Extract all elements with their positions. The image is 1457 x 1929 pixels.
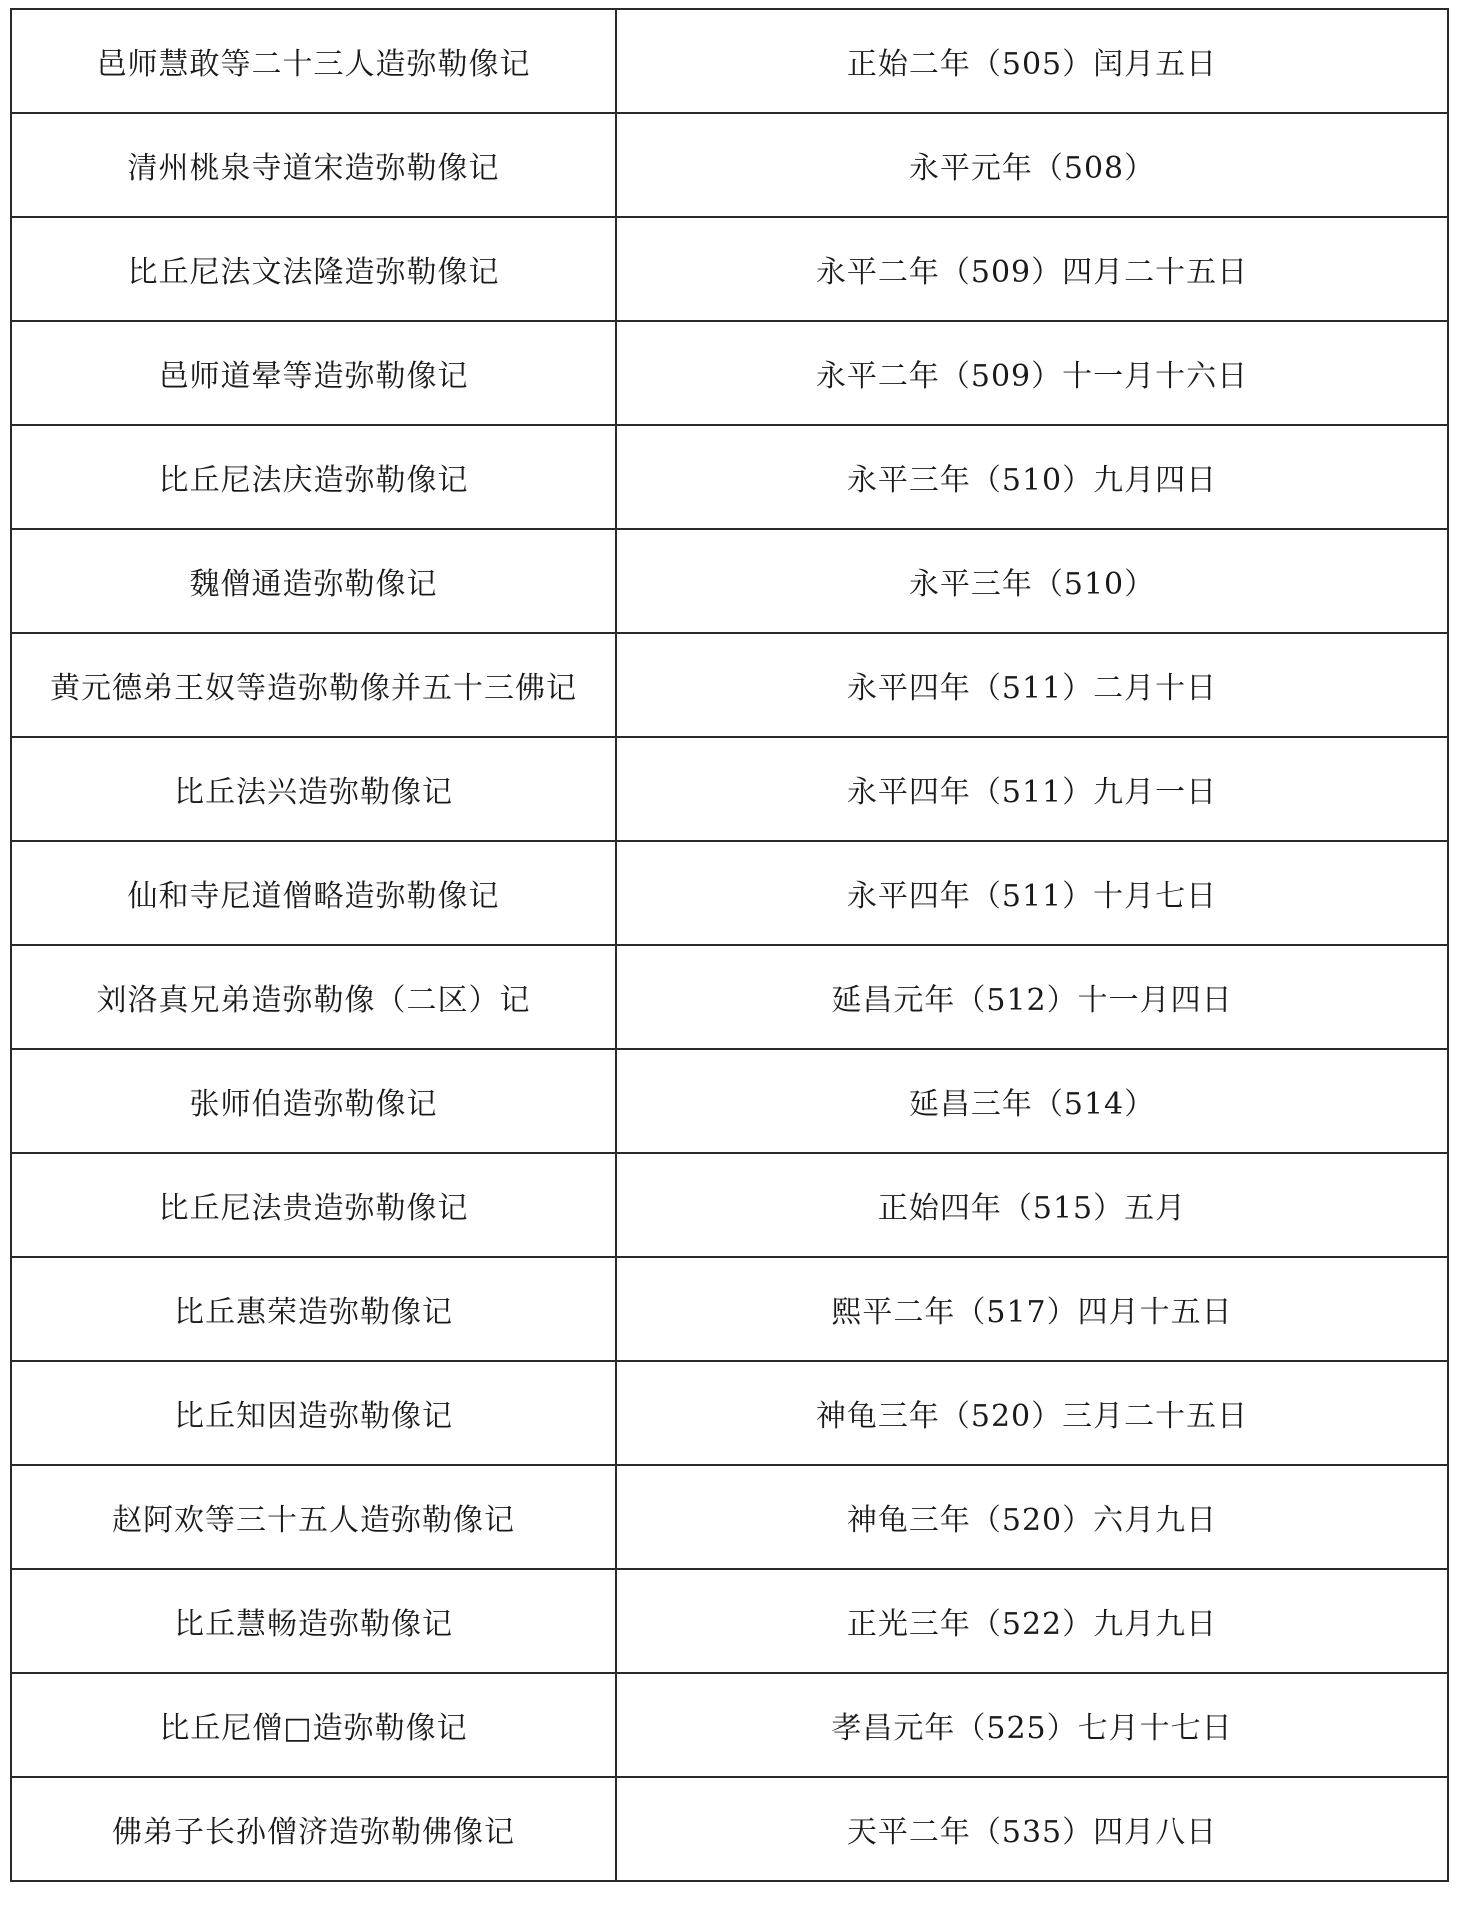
inscription-date-cell: 神龟三年（520）六月九日 bbox=[616, 1465, 1448, 1569]
inscription-date-cell: 熙平二年（517）四月十五日 bbox=[616, 1257, 1448, 1361]
inscription-date-cell: 延昌三年（514） bbox=[616, 1049, 1448, 1153]
inscription-title-cell: 黄元德弟王奴等造弥勒像并五十三佛记 bbox=[11, 633, 616, 737]
inscription-date-cell: 永平四年（511）九月一日 bbox=[616, 737, 1448, 841]
table-row bbox=[11, 633, 1448, 737]
inscription-title-cell: 魏僧通造弥勒像记 bbox=[11, 529, 616, 633]
table-row bbox=[11, 1777, 1448, 1881]
table-row bbox=[11, 841, 1448, 945]
table-row bbox=[11, 1257, 1448, 1361]
inscription-title-cell: 比丘法兴造弥勒像记 bbox=[11, 737, 616, 841]
inscription-date-cell: 天平二年（535）四月八日 bbox=[616, 1777, 1448, 1881]
inscription-title-cell: 赵阿欢等三十五人造弥勒像记 bbox=[11, 1465, 616, 1569]
inscription-date-cell: 永平元年（508） bbox=[616, 113, 1448, 217]
inscription-date-cell: 永平四年（511）二月十日 bbox=[616, 633, 1448, 737]
inscription-title-cell: 邑师慧敢等二十三人造弥勒像记 bbox=[11, 9, 616, 113]
table-row bbox=[11, 1673, 1448, 1777]
inscription-date-cell: 延昌元年（512）十一月四日 bbox=[616, 945, 1448, 1049]
table-row bbox=[11, 1049, 1448, 1153]
inscription-title-cell: 比丘慧畅造弥勒像记 bbox=[11, 1569, 616, 1673]
inscription-table-container bbox=[10, 8, 1447, 1882]
table-body bbox=[11, 9, 1448, 1881]
table-row bbox=[11, 425, 1448, 529]
inscription-date-cell: 永平二年（509）十一月十六日 bbox=[616, 321, 1448, 425]
inscription-title-cell: 刘洛真兄弟造弥勒像（二区）记 bbox=[11, 945, 616, 1049]
inscription-title-cell: 佛弟子长孙僧济造弥勒佛像记 bbox=[11, 1777, 616, 1881]
inscription-title-cell: 邑师道晕等造弥勒像记 bbox=[11, 321, 616, 425]
table-row bbox=[11, 9, 1448, 113]
inscription-title-cell: 清州桃泉寺道宋造弥勒像记 bbox=[11, 113, 616, 217]
inscription-date-cell: 永平三年（510）九月四日 bbox=[616, 425, 1448, 529]
table-row bbox=[11, 1569, 1448, 1673]
table-row bbox=[11, 217, 1448, 321]
inscription-title-cell: 比丘知因造弥勒像记 bbox=[11, 1361, 616, 1465]
inscription-title-cell: 比丘尼法庆造弥勒像记 bbox=[11, 425, 616, 529]
inscription-date-cell: 正始四年（515）五月 bbox=[616, 1153, 1448, 1257]
inscription-date-cell: 正光三年（522）九月九日 bbox=[616, 1569, 1448, 1673]
inscription-title-cell: 仙和寺尼道僧略造弥勒像记 bbox=[11, 841, 616, 945]
table-row bbox=[11, 1361, 1448, 1465]
inscription-date-cell: 孝昌元年（525）七月十七日 bbox=[616, 1673, 1448, 1777]
table-row bbox=[11, 737, 1448, 841]
inscription-title-cell: 比丘尼僧□造弥勒像记 bbox=[11, 1673, 616, 1777]
inscription-date-cell: 神龟三年（520）三月二十五日 bbox=[616, 1361, 1448, 1465]
table-row bbox=[11, 529, 1448, 633]
inscription-date-cell: 永平二年（509）四月二十五日 bbox=[616, 217, 1448, 321]
inscription-date-cell: 永平三年（510） bbox=[616, 529, 1448, 633]
inscription-title-cell: 比丘尼法文法隆造弥勒像记 bbox=[11, 217, 616, 321]
inscription-date-cell: 永平四年（511）十月七日 bbox=[616, 841, 1448, 945]
table-row bbox=[11, 1153, 1448, 1257]
table-row bbox=[11, 945, 1448, 1049]
table-row bbox=[11, 321, 1448, 425]
inscription-title-cell: 比丘尼法贵造弥勒像记 bbox=[11, 1153, 616, 1257]
inscription-date-cell: 正始二年（505）闰月五日 bbox=[616, 9, 1448, 113]
inscription-table bbox=[10, 8, 1449, 1882]
table-row bbox=[11, 113, 1448, 217]
inscription-title-cell: 张师伯造弥勒像记 bbox=[11, 1049, 616, 1153]
inscription-title-cell: 比丘惠荣造弥勒像记 bbox=[11, 1257, 616, 1361]
table-row bbox=[11, 1465, 1448, 1569]
